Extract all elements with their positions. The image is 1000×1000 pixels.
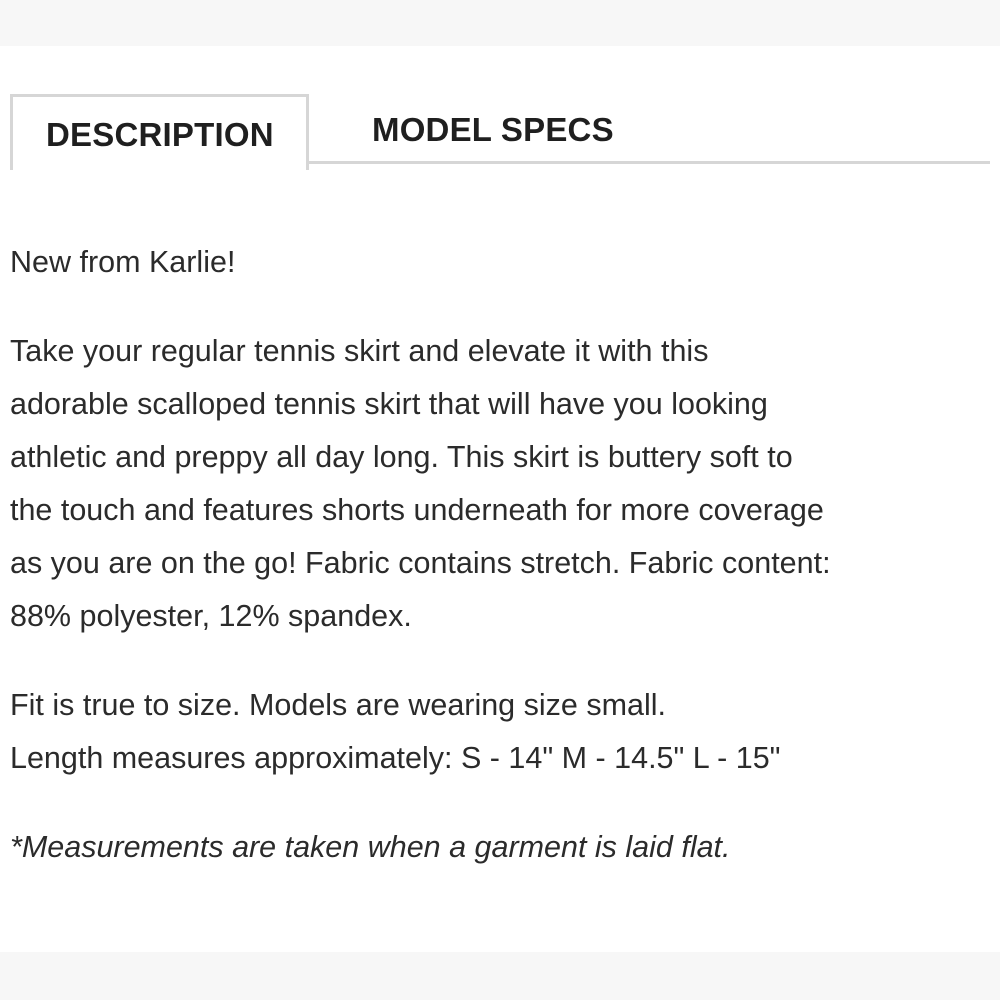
description-body-line: 88% polyester, 12% spandex. xyxy=(10,599,412,633)
tab-model-specs-label: MODEL SPECS xyxy=(372,111,614,148)
measurement-note: *Measurements are taken when a garment is laid flat. xyxy=(10,830,731,864)
description-body-line: athletic and preppy all day long. This skirt is buttery soft to xyxy=(10,440,793,474)
tab-description-label: DESCRIPTION xyxy=(46,116,274,153)
description-body-line: the touch and features shorts underneath for more coverage xyxy=(10,493,824,527)
top-band xyxy=(0,0,1000,46)
description-body-line: adorable scalloped tennis skirt that will have you looking xyxy=(10,387,768,421)
description-intro: New from Karlie! xyxy=(10,245,236,279)
tab-description[interactable] xyxy=(10,94,309,170)
description-panel xyxy=(10,236,990,874)
length-line: Length measures approximately: S - 14" M - 14.5" L - 15" xyxy=(10,741,781,775)
tab-bar-divider xyxy=(306,161,990,164)
tab-bar xyxy=(10,94,990,170)
bottom-band xyxy=(0,952,1000,1000)
description-body xyxy=(10,325,990,643)
tab-model-specs[interactable] xyxy=(372,94,614,160)
fit-line: Fit is true to size. Models are wearing size small. xyxy=(10,688,666,722)
fit-info xyxy=(10,679,990,785)
description-body-line: Take your regular tennis skirt and elevate it with this xyxy=(10,334,709,368)
description-body-line: as you are on the go! Fabric contains stretch. Fabric content: xyxy=(10,546,831,580)
